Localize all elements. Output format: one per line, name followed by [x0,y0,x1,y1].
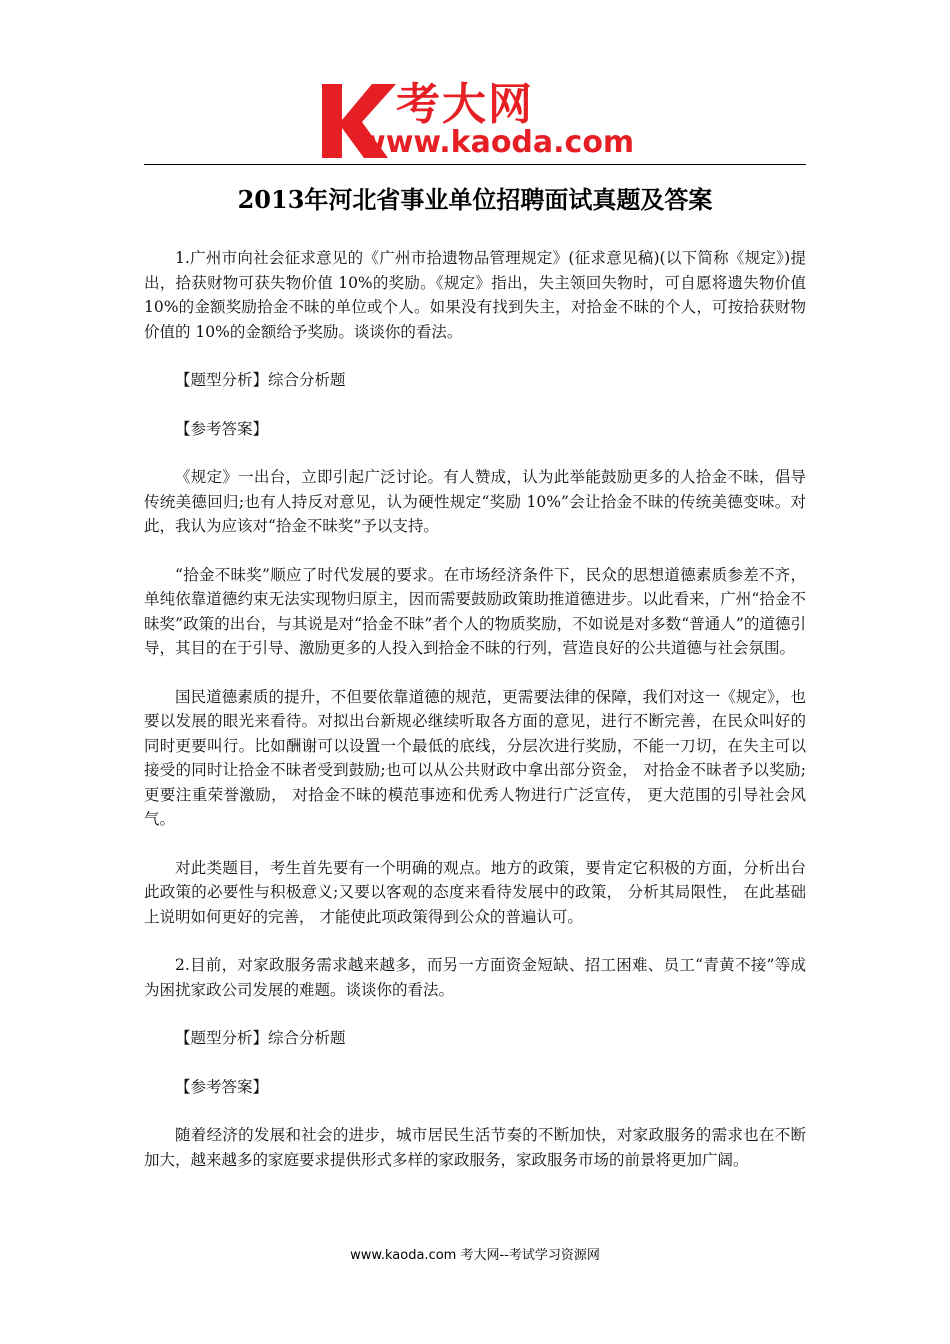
header-divider [144,164,806,165]
logo-chinese-name: 考大网 [396,79,534,130]
document-body [144,246,806,1196]
paragraph-question-1: 1.广州市向社会征求意见的《广州市拾遗物品管理规定》(征求意见稿)(以下简称《规定》)提出，拾获财物可获失物价值 10%的奖励。《规定》指出，失主领回失物时，可自愿将遗失物价值 10%的金额奖励拾金不昧的单位或个人。如果没有找到失主，对拾金不昧的个人，可按拾获财物价值的 10%的金额给予奖励。谈谈你的看法。 [144,249,806,341]
paragraph-question-2: 2.目前，对家政服务需求越来越多，而另一方面资金短缺、招工困难、员工“青黄不接”等成为困扰家政公司发展的难题。谈谈你的看法。 [144,956,806,999]
reference-answer-label: 【参考答案】 [175,1077,269,1096]
paragraph-answer-1a: 《规定》一出台，立即引起广泛讨论。有人赞成，认为此举能鼓励更多的人拾金不昧，倡导传统美德回归;也有人持反对意见，认为硬性规定“奖励 10%”会让拾金不昧的传统美德变味。对此，我认为应该对“拾金不昧奖”予以支持。 [144,468,806,535]
paragraph-answer-2a: 随着经济的发展和社会的进步，城市居民生活节奏的不断加快，对家政服务的需求也在不断加大，越来越多的家庭要求提供形式多样的家政服务，家政服务市场的前景将更加广阔。 [144,1126,806,1169]
paragraph-answer-1b: “拾金不昧奖”顺应了时代发展的要求。在市场经济条件下，民众的思想道德素质参差不齐，单纯依靠道德约束无法实现物归原主，因而需要鼓励政策助推道德进步。以此看来，广州“拾金不昧奖”政策的出台，与其说是对“拾金不昧”者个人的物质奖励，不如说是对多数“普通人”的道德引导，其目的在于引导、激励更多的人投入到拾金不昧的行列，营造良好的公共道德与社会氛围。 [144,565,806,657]
site-logo[interactable] [318,80,658,160]
question-type-label: 【题型分析】综合分析题 [175,1029,346,1047]
logo-url: www.kaoda.com [358,125,635,160]
document-title: 2013年河北省事业单位招聘面试真题及答案 [237,185,713,214]
question-type-label: 【题型分析】综合分析题 [175,371,346,389]
paragraph-answer-1c: 国民道德素质的提升，不但要依靠道德的规范，更需要法律的保障，我们对这一《规定》，也要以发展的眼光来看待。对拟出台新规必继续听取各方面的意见，进行不断完善，在民众叫好的同时更要叫行。比如酬谢可以设置一个最低的底线，分层次进行奖励，不能一刀切，在失主可以接受的同时让拾金不昧者受到鼓励;也可以从公共财政中拿出部分资金， 对拾金不昧者予以奖励;更要注重荣誉激励， 对拾金不昧的模范事迹和优秀人物进行广泛宣传， 更大范围的引导社会风气。 [144,687,806,828]
paragraph-answer-1d: 对此类题目，考生首先要有一个明确的观点。地方的政策，要肯定它积极的方面，分析出台此政策的必要性与积极意义;又要以客观的态度来看待发展中的政策， 分析其局限性， 在此基础上说明如何更好的完善， 才能使此项政策得到公众的普遍认可。 [144,858,806,926]
page-footer: www.kaoda.com 考大网--考试学习资源网 [350,1248,600,1263]
reference-answer-label: 【参考答案】 [175,419,269,438]
